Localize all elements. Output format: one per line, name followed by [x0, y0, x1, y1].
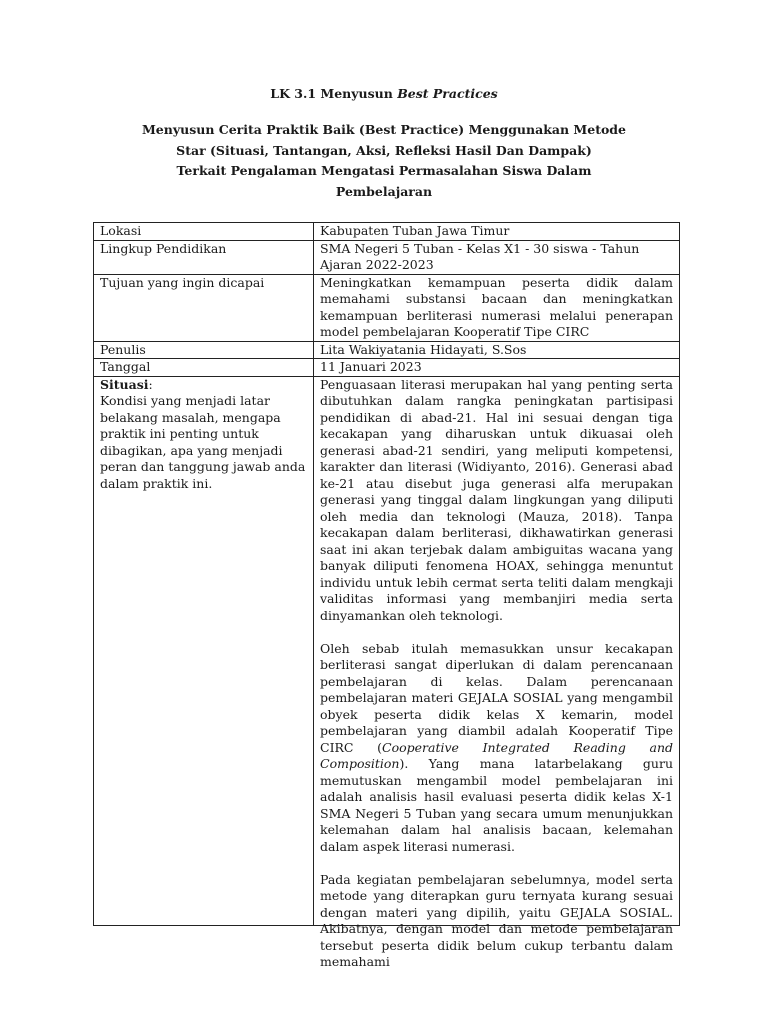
situasi-paragraph-3: Pada kegiatan pembelajaran sebelumnya, model serta metode yang diterapkan guru ternyata kurang sesuai dengan materi yang dipilih, yaitu GEJALA SOSIAL. Akibatnya, dengan model dan metode pembelajaran tersebut peserta didik belum cukup terbantu dalam memahami	[320, 871, 673, 969]
subtitle-line: Star (Situasi, Tantangan, Aksi, Refleksi Hasil Dan Dampak)	[176, 142, 592, 158]
row-value: Meningkatkan kemampuan peserta didik dalam memahami substansi bacaan dan meningkatkan kemampuan berliterasi numerasi melalui penerapan model pembelajaran Kooperatif Tipe CIRC	[314, 274, 680, 341]
table-row-situasi	[94, 376, 680, 925]
row-label: Tujuan yang ingin dicapai	[94, 274, 314, 341]
table-row-penulis	[94, 341, 680, 359]
row-value: SMA Negeri 5 Tuban - Kelas X1 - 30 siswa - Tahun Ajaran 2022-2023	[314, 240, 680, 274]
info-table	[93, 222, 680, 969]
subtitle-line: Terkait Pengalaman Mengatasi Permasalahan Siswa Dalam	[176, 163, 592, 178]
para2-part-a: Oleh sebab itulah memasukkan unsur kecakapan berliterasi sangat diperlukan di dalam perencanaan pembelajaran di kelas. Dalam perencanaan pembelajaran materi GEJALA SOSIAL yang mengambil obyek peserta didik kelas X kemarin, model pembelajaran yang diambil adalah Kooperatif Tipe CIRC (	[320, 640, 673, 755]
document-title	[0, 86, 768, 101]
situasi-content	[320, 376, 673, 969]
row-label: Lingkup Pendidikan	[94, 240, 314, 274]
situasi-label-cell	[94, 376, 314, 925]
situasi-description: Kondisi yang menjadi latar belakang masalah, mengapa praktik ini penting untuk dibagikan, apa yang menjadi peran dan tanggung jawab anda dalam praktik ini.	[100, 393, 306, 491]
row-value: Lita Wakiyatania Hidayati, S.Sos	[314, 341, 680, 359]
row-value: Kabupaten Tuban Jawa Timur	[314, 223, 680, 241]
table-row-tujuan	[94, 274, 680, 341]
situasi-content-cell	[314, 376, 680, 969]
table-row-lokasi	[94, 223, 680, 241]
row-label: Lokasi	[94, 223, 314, 241]
para2-italic: Cooperative Integrated Reading and Composition	[320, 739, 673, 771]
situasi-colon: :	[148, 376, 153, 392]
subtitle-line: Menyusun Cerita Praktik Baik (Best Practice) Menggunakan Metode	[141, 122, 627, 137]
row-label: Penulis	[94, 341, 314, 359]
document-subtitle	[94, 120, 674, 202]
title-plain: LK 3.1 Menyusun	[270, 86, 398, 101]
subtitle-line: Pembelajaran	[335, 183, 433, 199]
row-value: 11 Januari 2023	[314, 359, 680, 377]
situasi-heading: Situasi	[100, 376, 149, 392]
table-row-tanggal	[94, 359, 680, 377]
title-italic: Best Practices	[397, 86, 498, 101]
para2-part-b: ). Yang mana latarbelakang guru memutuskan mengambil model pembelajaran ini adalah analisis hasil evaluasi peserta didik kelas X-1 SMA Negeri 5 Tuban yang secara umum menunjukkan kelemahan dalam hal analisis bacaan, kelemahan dalam aspek literasi numerasi.	[320, 756, 673, 854]
situasi-paragraph-1: Penguasaan literasi merupakan hal yang penting serta dibutuhkan dalam rangka peningkatan partisipasi pendidikan di abad-21. Hal ini sesuai dengan tiga kecakapan yang diharuskan untuk dikuasai oleh generasi abad-21 sendiri, yang meliputi kompetensi, karakter dan literasi (Widiyanto, 2016). Generasi abad ke-21 atau disebut juga generasi alfa merupakan generasi yang tinggal dalam lingkungan yang diliputi oleh media dan teknologi (Mauza, 2018). Tanpa kecakapan dalam berliterasi, dikhawatirkan generasi saat ini akan terjebak dalam ambiguitas wacana yang banyak diliputi fenomena HOAX, sehingga menuntut individu untuk lebih cermat serta teliti dalam mengkaji validitas informasi yang membanjiri media serta dinyamankan oleh teknologi.	[320, 376, 673, 623]
row-label: Tanggal	[94, 359, 314, 377]
situasi-paragraph-2	[320, 641, 673, 856]
table-row-lingkup	[94, 240, 680, 274]
